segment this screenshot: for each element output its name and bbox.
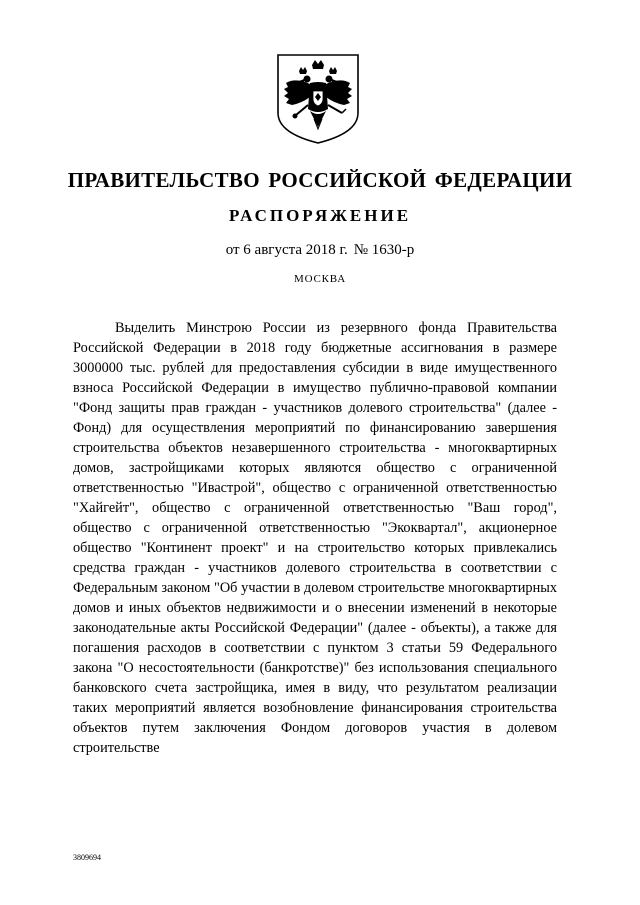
document-code: 3809694 [73,853,101,862]
document-number: № 1630-р [353,242,415,258]
document-date: от 6 августа 2018 г. [225,242,348,258]
coat-of-arms-icon [274,53,362,145]
document-type: РАСПОРЯЖЕНИЕ [228,206,412,225]
document-date-line [0,242,640,259]
government-title: ПРАВИТЕЛЬСТВО РОССИЙСКОЙ ФЕДЕРАЦИИ [67,168,573,192]
document-city: МОСКВА [294,273,346,285]
order-paragraph: Выделить Минстрою России из резервного фонда Правительства Российской Федерации в 2018 году бюджетные ассигнования в размере 3000000 тыс. рублей для предоставления субсидии в виде имущественного взноса Российской Федерации в имущество публично-правовой компании "Фонд защиты прав граждан - участников долевого строительства" (далее - Фонд) для осуществления мероприятий по финансированию завершения строительства объектов незавершенного строительства - многоквартирных домов, застройщиками которых являются общество с ограниченной ответственностью "Ивастрой", общество с ограниченной ответственностью "Хайгейт", общество с ограниченной ответственностью "Ваш город", общество с ограниченной ответственностью "Экоквартал", акционерное общество "Континент проект" и на строительство которых привлекались средства граждан - участников долевого строительства в соответствии с Федеральным законом "Об участии в долевом строительстве многоквартирных домов и иных объектов недвижимости и о внесении изменений в некоторые законодательные акты Российской Федерации" (далее - объекты), а также для погашения расходов в соответствии с пунктом 3 статьи 59 Федерального закона "О несостоятельности (банкротстве)" без использования специального банковского счета застройщика, имея в виду, что результатом реализации таких мероприятий является возобновление финансирования строительства объектов путем заключения Фондом договоров участия в долевом строительстве [73,320,557,756]
